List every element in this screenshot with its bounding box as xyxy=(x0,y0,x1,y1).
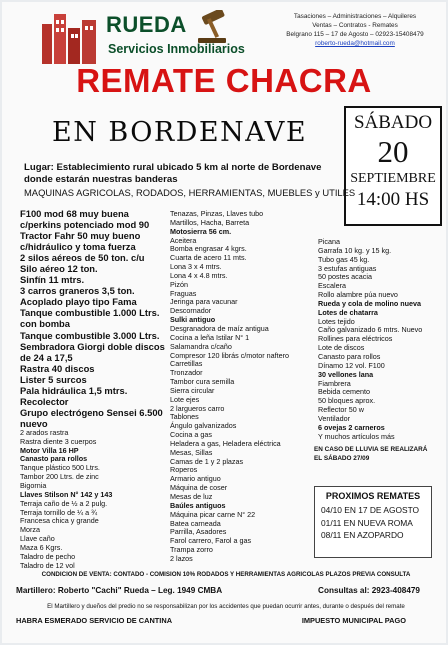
rain-notice-line-2: EL SÁBADO 27/09 xyxy=(314,455,370,462)
list-item: Lote ejes xyxy=(170,394,200,404)
list-item: Sierra circular xyxy=(170,385,215,395)
list-item: Tambor cura semilla xyxy=(170,377,235,387)
list-item: Tronzador xyxy=(170,368,203,378)
rain-notice xyxy=(314,445,427,463)
list-item: 2 largueros carro xyxy=(170,403,225,413)
list-item: con bomba xyxy=(20,318,71,330)
list-item: Parrilla, Asadores xyxy=(170,527,227,537)
list-item: Sembradora Giorgi doble discos xyxy=(20,340,165,352)
brand-name: RUEDA xyxy=(106,12,187,37)
rain-notice-line-1: EN CASO DE LLUVIA SE REALIZARÁ xyxy=(314,446,428,453)
list-item: Martillos, Hacha, Barreta xyxy=(170,217,250,227)
list-item: Rastra diente 3 cuerpos xyxy=(20,436,97,446)
list-item: c/perkins potenciado mod 90 xyxy=(20,219,150,231)
list-item: Cocina a leña Istilar N° 1 xyxy=(170,332,250,342)
list-item: Motor Villa 16 HP xyxy=(20,445,79,455)
contact-line-3: Belgrano 115 – 17 de Agosto – 02923-15408479 xyxy=(286,31,424,38)
list-item: Pala hidráulica 1,5 mtrs. xyxy=(20,384,128,396)
gavel-icon xyxy=(194,10,234,44)
upcoming-auctions xyxy=(314,486,432,558)
list-item: 30 vellones lana xyxy=(318,369,374,379)
list-item: Canasto para rollos xyxy=(318,351,381,361)
list-item: Morza xyxy=(20,525,40,535)
list-item: Máquina de coser xyxy=(170,483,228,493)
upcoming-heading: PROXIMOS REMATES xyxy=(325,491,421,501)
list-item: Armario antiguo xyxy=(170,474,221,484)
list-item: Tanque combustible 1.000 Ltrs. xyxy=(20,307,160,319)
list-item: Trampa zorro xyxy=(170,545,213,555)
list-item: Llaves Stilson N° 142 y 143 xyxy=(20,489,113,499)
category-summary: MAQUINAS AGRICOLAS, RODADOS, HERRAMIENTAS, MUEBLES y UTILES xyxy=(24,187,356,198)
list-item: Aceitera xyxy=(170,235,197,245)
list-item: 2 silos aéreos de 50 ton. c/u xyxy=(20,252,145,264)
brand-subtitle: Servicios Inmobiliarios xyxy=(108,42,245,56)
list-item: Sinfín 11 mtrs. xyxy=(20,274,85,286)
list-item: de 24 a 17,5 xyxy=(20,351,73,363)
sale-conditions: CONDICION DE VENTA: CONTADO - COMISION 10% RODADOS Y HERRAMIENTAS AGRICOLAS PLAZOS PREVIA CONSULTA xyxy=(41,571,411,578)
items-column-1 xyxy=(20,208,170,570)
items-column-2 xyxy=(170,210,310,564)
upcoming-item: 04/10 EN 17 DE AGOSTO xyxy=(321,505,420,515)
list-item: Bebida cemento xyxy=(318,387,370,397)
list-item: Tambor 200 Ltrs. de zinc xyxy=(20,472,99,482)
list-item: Camas de 1 y 2 plazas xyxy=(170,456,244,466)
contact-line-1: Tasaciones – Administraciones – Alquileres xyxy=(293,13,417,20)
upcoming-item: 01/11 EN NUEVA ROMA xyxy=(321,517,413,528)
list-item: Llave caño xyxy=(20,534,55,544)
date-box xyxy=(344,106,442,226)
list-item: Desgranadora de maíz antigua xyxy=(170,323,269,333)
list-item: Recolector xyxy=(20,395,69,407)
list-item: Reflector 50 w xyxy=(318,405,364,415)
list-item: Pizón xyxy=(170,279,188,289)
phone: Consultas al: 2923-408479 xyxy=(318,586,420,595)
contact-info xyxy=(270,12,440,48)
contact-email[interactable]: roberto-rueda@hotmail.com xyxy=(315,40,395,47)
list-item: Bomba engrasar 4 kgrs. xyxy=(170,244,247,254)
list-item: Taladro de 12 vol xyxy=(20,560,75,570)
date-time: 14:00 HS xyxy=(356,189,430,210)
list-item: Rastra 40 discos xyxy=(20,362,95,374)
list-item: Heladera a gas, Heladera eléctrica xyxy=(170,438,281,448)
list-item: Descornador xyxy=(170,306,212,316)
list-item: Farol carrero, Farol a gas xyxy=(170,536,252,546)
list-item: Lona 3 x 4 mtrs. xyxy=(170,262,222,272)
list-item: 50 bloques aprox. xyxy=(318,396,376,406)
list-item: Canasto para rollos xyxy=(20,454,88,464)
auctioneer: Martillero: Roberto "Cachi" Rueda – Leg. 1949 CMBA xyxy=(16,586,223,595)
list-item: 3 carros graneros 3,5 ton. xyxy=(20,285,135,297)
list-item: 2 arados rastra xyxy=(20,427,69,437)
list-item: Fiambrera xyxy=(318,378,351,388)
list-item: Tenazas, Pinzas, Llaves tubo xyxy=(170,209,264,218)
list-item: Rollines para eléctricos xyxy=(318,334,393,344)
list-item: 50 postes acacia xyxy=(318,272,372,282)
list-item: Cuarta de acero 11 mts. xyxy=(170,253,247,263)
list-item: Caño galvanizado 6 mtrs. Nuevo xyxy=(318,325,423,335)
list-item: Francesa chica y grande xyxy=(20,516,99,526)
list-item: Terraja caño de ½ a 2 pulg. xyxy=(20,498,108,508)
list-item: Mesas, Sillas xyxy=(170,447,213,457)
list-item: Garrafa 10 kg. y 15 kg. xyxy=(318,245,392,255)
list-item: Máquina picar carne N° 22 xyxy=(170,509,256,519)
disclaimer: El Martillero y dueños del predio no se responsabilizan por los accidentes que puedan ocurrir antes, durante o después del remate xyxy=(47,603,405,610)
list-item: Carretillas xyxy=(170,359,203,369)
poster xyxy=(2,2,446,643)
list-item: Rueda y cola de molino nueva xyxy=(318,298,422,308)
list-item: Dínamo 12 vol. F100 xyxy=(318,360,385,370)
list-item: 3 estufas antiguas xyxy=(318,263,377,273)
list-item: Lotes de chatarra xyxy=(318,307,378,317)
list-item: Compresor 120 librás c/motor naftero xyxy=(170,350,290,360)
list-item: Picana xyxy=(318,237,340,246)
list-item: Lister 5 surcos xyxy=(20,373,87,385)
bottom-line xyxy=(16,616,436,625)
list-item: nuevo xyxy=(20,417,48,429)
list-item: Maza 6 Kgrs. xyxy=(20,542,63,552)
list-item: Terraja tornillo de ¼ a ¾ xyxy=(20,507,98,517)
list-item: F100 mod 68 muy buena xyxy=(20,208,129,219)
list-item: Tablones xyxy=(170,412,199,422)
list-item: Lona 4 x 4.8 mtrs. xyxy=(170,270,228,280)
list-item: Mesas de luz xyxy=(170,492,213,501)
list-item: Ángulo galvanizados xyxy=(170,421,237,431)
list-item: Lote de discos xyxy=(318,343,365,353)
list-item: Silo aéreo 12 ton. xyxy=(20,263,98,275)
canteen-note: HABRA ESMERADO SERVICIO DE CANTINA xyxy=(16,616,173,625)
list-item: Roperos xyxy=(170,465,198,475)
list-item: Batea carneada xyxy=(170,518,221,528)
list-item: c/hidráulico y toma fuerza xyxy=(20,241,136,253)
upcoming-item: 08/11 EN AZOPARDO xyxy=(321,530,404,540)
list-item: Ventilador xyxy=(318,413,350,423)
list-item: Tanque combustible 3.000 Ltrs. xyxy=(20,329,160,341)
list-item: Motosierra 56 cm. xyxy=(170,226,232,236)
list-item: Rollo alambre púa nuevo xyxy=(318,290,398,300)
list-item: Grupo electrógeno Sensei 6.500 xyxy=(20,406,163,418)
list-item: Bigornia xyxy=(20,481,47,490)
list-item: Tanque plástico 500 Ltrs. xyxy=(20,463,100,473)
logo xyxy=(10,6,245,68)
list-item: Escalera xyxy=(318,281,346,291)
list-item: Baúles antiguos xyxy=(170,500,226,510)
list-item: Y muchos artículos más xyxy=(318,431,395,441)
list-item: Cocina a gas xyxy=(170,430,212,440)
list-item: Jeringa para vacunar xyxy=(170,297,238,307)
list-item: 2 lazos xyxy=(170,553,193,563)
tax-note: IMPUESTO MUNICIPAL PAGO xyxy=(301,616,406,625)
list-item: Taladro de pecho xyxy=(20,551,76,561)
houses-logo-icon xyxy=(40,10,100,66)
items-column-3 xyxy=(318,238,446,441)
date-day: 20 xyxy=(377,134,409,169)
venue-text: Lugar: Establecimiento rural ubicado 5 km al norte de Bordenave donde estarán nuestras banderas xyxy=(24,162,322,185)
date-month: SEPTIEMBRE xyxy=(350,171,436,186)
list-item: Sulki antiguo xyxy=(170,315,216,325)
list-item: Fraguas xyxy=(170,288,197,298)
list-item: 6 ovejas 2 carneros xyxy=(318,422,385,432)
date-weekday: SÁBADO xyxy=(353,112,433,133)
main-title: REMATE CHACRA xyxy=(76,62,372,99)
list-item: Tractor Fahr 50 muy bueno xyxy=(20,230,141,242)
contact-line-2: Ventas – Contratos - Remates xyxy=(312,22,398,29)
location-title: EN BORDENAVE xyxy=(52,117,308,148)
list-item: Acoplado playo tipo Fama xyxy=(20,296,137,308)
auctioneer-line xyxy=(16,586,436,595)
list-item: Tubo gas 45 kg. xyxy=(318,254,370,264)
list-item: Salamandra c/caño xyxy=(170,341,232,351)
list-item: Lotes tejido xyxy=(318,316,355,326)
